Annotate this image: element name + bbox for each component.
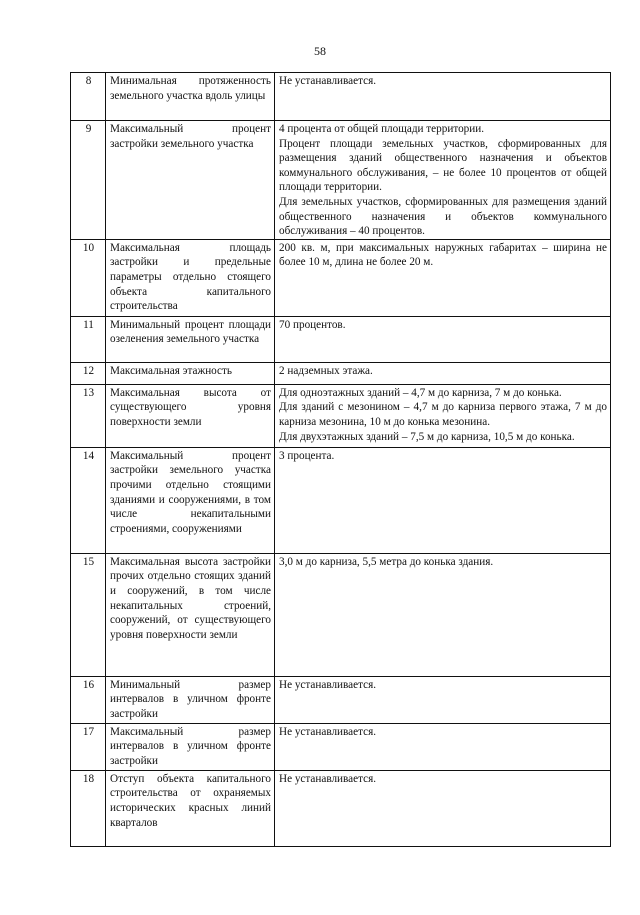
parameter-value xyxy=(275,447,611,553)
table-row xyxy=(71,447,611,553)
row-number: 15 xyxy=(71,553,106,676)
parameter-value xyxy=(275,723,611,770)
table-row xyxy=(71,362,611,384)
parameter-value xyxy=(275,676,611,723)
value-paragraph: 3 процента. xyxy=(279,449,335,462)
parameter-name: Максимальный процент застройки земельного участка xyxy=(106,121,275,240)
row-number: 17 xyxy=(71,723,106,770)
table-row xyxy=(71,239,611,316)
value-paragraph: Не устанавливается. xyxy=(279,772,377,785)
parameter-value xyxy=(275,553,611,676)
page-number: 58 xyxy=(314,44,326,58)
row-number: 13 xyxy=(71,384,106,447)
parameter-name: Максимальный размер интервалов в уличном фронте застройки xyxy=(106,723,275,770)
value-paragraph: Не устанавливается. xyxy=(279,725,377,738)
value-paragraph: Для земельных участков, сформированных для размещения зданий общественного назначения и объектов коммунального обслуживания – 40 процентов. xyxy=(279,195,607,238)
parameter-value xyxy=(275,239,611,316)
table-row xyxy=(71,723,611,770)
parameter-value xyxy=(275,770,611,846)
row-number: 14 xyxy=(71,447,106,553)
parameter-name: Минимальный процент площади озеленения земельного участка xyxy=(106,316,275,362)
value-paragraph: Для двухэтажных зданий – 7,5 м до карниза, 10,5 м до конька. xyxy=(279,430,575,443)
parameter-name: Максимальная площадь застройки и предельные параметры отдельно стоящего объекта капитального строительства xyxy=(106,239,275,316)
row-number: 16 xyxy=(71,676,106,723)
table-row xyxy=(71,553,611,676)
row-number: 10 xyxy=(71,239,106,316)
parameter-name: Максимальная этажность xyxy=(106,362,275,384)
value-paragraph: Для одноэтажных зданий – 4,7 м до карниза, 7 м до конька. xyxy=(279,386,562,399)
table-row xyxy=(71,73,611,121)
value-paragraph: 3,0 м до карниза, 5,5 метра до конька здания. xyxy=(279,555,494,568)
parameter-name: Максимальный процент застройки земельного участка прочими отдельно стоящими зданиями и сооружениями, в том числе некапитальными строениями, сооружениями xyxy=(106,447,275,553)
row-number: 12 xyxy=(71,362,106,384)
parameter-value xyxy=(275,73,611,121)
table-row xyxy=(71,676,611,723)
value-paragraph: Не устанавливается. xyxy=(279,75,377,87)
table-row xyxy=(71,770,611,846)
value-paragraph: 200 кв. м, при максимальных наружных габаритах – ширина не более 10 м, длина не более 20 м. xyxy=(279,241,607,269)
value-paragraph: Не устанавливается. xyxy=(279,678,377,691)
row-number: 18 xyxy=(71,770,106,846)
parameter-name: Минимальный размер интервалов в уличном фронте застройки xyxy=(106,676,275,723)
value-paragraph: Процент площади земельных участков, сформированных для размещения зданий общественного назначения и объектов коммунального обслуживания, – не более 10 процентов от общей площади территории. xyxy=(279,137,607,194)
value-paragraph: 4 процента от общей площади территории. xyxy=(279,123,485,135)
parameter-name: Максимальная высота застройки прочих отдельно стоящих зданий и сооружений, в том числе некапитальных строений, сооружений, от существующего уровня поверхности земли xyxy=(106,553,275,676)
table-row xyxy=(71,121,611,240)
parameter-value xyxy=(275,384,611,447)
table-row xyxy=(71,316,611,362)
parameter-value xyxy=(275,316,611,362)
parameter-name: Отступ объекта капитального строительства от охраняемых исторических красных линий кварталов xyxy=(106,770,275,846)
row-number: 8 xyxy=(71,73,106,121)
row-number: 9 xyxy=(71,121,106,240)
parameter-name: Максимальная высота от существующего уровня поверхности земли xyxy=(106,384,275,447)
value-paragraph: 70 процентов. xyxy=(279,318,346,331)
parameter-name: Минимальная протяженность земельного участка вдоль улицы xyxy=(106,73,275,121)
value-paragraph: Для зданий с мезонином – 4,7 м до карниза первого этажа, 7 м до карниза мезонина, 10 м до конька мезонина. xyxy=(279,401,607,428)
value-paragraph: 2 надземных этажа. xyxy=(279,364,373,377)
parameter-value xyxy=(275,121,611,240)
parameter-value xyxy=(275,362,611,384)
table-row xyxy=(71,384,611,447)
row-number: 11 xyxy=(71,316,106,362)
regulations-table xyxy=(70,72,611,847)
